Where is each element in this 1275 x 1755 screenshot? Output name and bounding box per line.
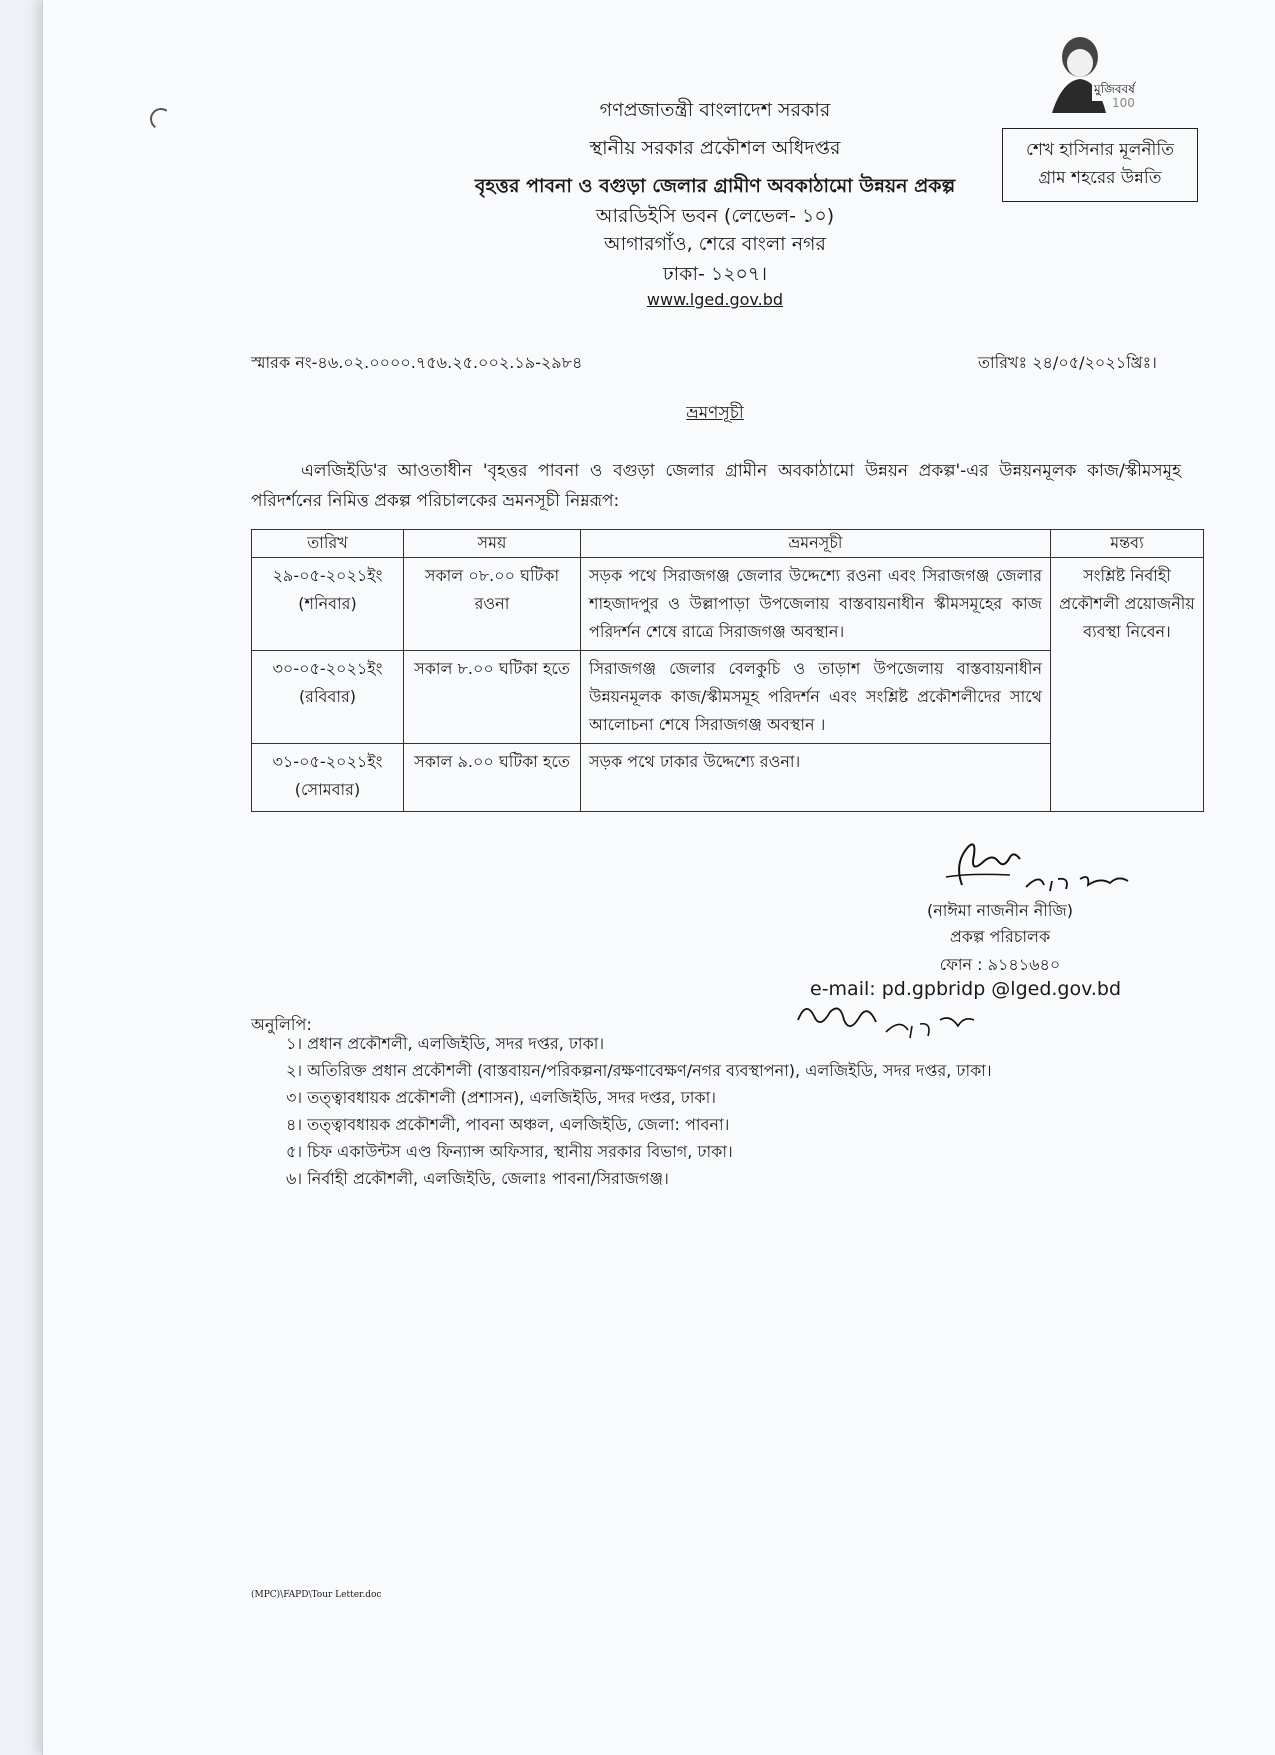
intro-paragraph: এলজিইডি'র আওতাধীন 'বৃহত্তর পাবনা ও বগুড়া জেলার গ্রামীন অবকাঠামো উন্নয়ন প্রকল্প'-এর উন্নয়নমূলক কাজ/স্কীমসমূহ পরিদর্শনের নিমিত্ত প্রকল্প পরিচালকের ভ্রমনসূচী নিম্নরূপ: bbox=[251, 461, 1181, 511]
table-header-row bbox=[252, 530, 1204, 558]
row-date-cell bbox=[252, 558, 404, 651]
copies-list bbox=[286, 1030, 992, 1192]
row-day: (রবিবার) bbox=[298, 687, 357, 706]
logo-number: 100 bbox=[1112, 96, 1135, 110]
list-item: ৩। তত্ত্বাবধায়ক প্রকৌশলী (প্রশাসন), এলজিইডি, সদর দপ্তর, ঢাকা। bbox=[286, 1088, 716, 1107]
header-building: আরডিইসি ভবন (লেভেল- ১০) bbox=[595, 205, 835, 227]
header-area: আগারগাঁও, শেরে বাংলা নগর bbox=[604, 233, 826, 255]
signatory-email: e-mail: pd.gpbridp @lged.gov.bd bbox=[810, 978, 1122, 1000]
list-item: ৫। চিফ একাউন্টস এণ্ড ফিন্যান্স অফিসার, স্থানীয় সরকার বিভাগ, ঢাকা। bbox=[286, 1142, 733, 1161]
motto-line-1: শেখ হাসিনার মূলনীতি bbox=[1025, 140, 1175, 160]
row-time: সকাল ৮.০০ ঘটিকা হতে bbox=[404, 651, 581, 744]
col-time: সময় bbox=[404, 530, 581, 558]
signature-mark bbox=[940, 833, 1140, 898]
memo-number: স্মারক নং-৪৬.০২.০০০০.৭৫৬.২৫.০০২.১৯-২৯৮৪ bbox=[251, 353, 583, 372]
row-time: সকাল ০৮.০০ ঘটিকা রওনা bbox=[404, 558, 581, 651]
row-day: (শনিবার) bbox=[298, 594, 357, 613]
subject-title: ভ্রমণসূচী bbox=[686, 403, 744, 423]
row-date-cell bbox=[252, 744, 404, 812]
signatory-name: (নাঈমা নাজনীন নীজি) bbox=[926, 901, 1074, 920]
website-link[interactable]: www.lged.gov.bd bbox=[646, 290, 784, 309]
memo-date: তারিখঃ ২৪/০৫/২০২১খ্রিঃ। bbox=[978, 353, 1157, 372]
logo-text: মুজিববর্ষ bbox=[1094, 82, 1135, 96]
col-remarks: মন্তব্য bbox=[1051, 530, 1204, 558]
row-day: (সোমবার) bbox=[294, 780, 361, 799]
schedule-table bbox=[251, 529, 1204, 812]
row-schedule: সিরাজগঞ্জ জেলার বেলকুচি ও তাড়াশ উপজেলায় বাস্তবায়নাধীন উন্নয়নমূলক কাজ/স্কীমসমূহ পরিদর্শন এবং সংশ্লিষ্ট প্রকৌশলীদের সাথে আলোচনা শেষে সিরাজগঞ্জ অবস্থান । bbox=[581, 651, 1051, 744]
header-project: বৃহত্তর পাবনা ও বগুড়া জেলার গ্রামীণ অবকাঠামো উন্নয়ন প্রকল্প bbox=[474, 175, 956, 197]
signatory-designation: প্রকল্প পরিচালক bbox=[949, 927, 1051, 946]
motto-line-2: গ্রাম শহরের উন্নতি bbox=[1038, 168, 1162, 188]
table-row bbox=[252, 558, 1204, 651]
file-path-note: (MPC)\FAPD\Tour Letter.doc bbox=[251, 1590, 382, 1600]
col-schedule: ভ্রমনসূচী bbox=[581, 530, 1051, 558]
row-date: ৩০-০৫-২০২১ইং bbox=[272, 659, 383, 678]
copies-label: অনুলিপি: bbox=[251, 1015, 312, 1034]
header-city: ঢাকা- ১২০৭। bbox=[662, 263, 768, 285]
list-item: ৪। তত্ত্বাবধায়ক প্রকৌশলী, পাবনা অঞ্চল, এলজিইডি, জেলা: পাবনা। bbox=[286, 1115, 730, 1134]
list-item: ১। প্রধান প্রকৌশলী, এলজিইডি, সদর দপ্তর, ঢাকা। bbox=[286, 1034, 605, 1053]
list-item: ৬। নির্বাহী প্রকৌশলী, এলজিইডি, জেলাঃ পাবনা/সিরাজগঞ্জ। bbox=[286, 1169, 669, 1188]
row-date-cell bbox=[252, 651, 404, 744]
header-government: গণপ্রজাতন্ত্রী বাংলাদেশ সরকার bbox=[599, 99, 831, 121]
signatory-phone: ফোন : ৯১৪১৬৪০ bbox=[939, 955, 1061, 974]
col-date: তারিখ bbox=[252, 530, 404, 558]
row-date: ২৯-০৫-২০২১ইং bbox=[272, 566, 383, 585]
row-time: সকাল ৯.০০ ঘটিকা হতে bbox=[404, 744, 581, 812]
row-schedule: সড়ক পথে সিরাজগঞ্জ জেলার উদ্দেশ্যে রওনা এবং সিরাজগঞ্জ জেলার শাহজাদপুর ও উল্লাপাড়া উপজেলায় বাস্তবায়নাধীন স্কীমসমূহের কাজ পরিদর্শন শেষে রাত্রে সিরাজগঞ্জ অবস্থান। bbox=[581, 558, 1051, 651]
header-department: স্থানীয় সরকার প্রকৌশল অধিদপ্তর bbox=[589, 137, 841, 159]
row-date: ৩১-০৫-২০২১ইং bbox=[272, 752, 383, 771]
list-item: ২। অতিরিক্ত প্রধান প্রকৌশলী (বাস্তবায়ন/পরিকল্পনা/রক্ষণাবেক্ষণ/নগর ব্যবস্থাপনা), এলজিইডি, সদর দপ্তর, ঢাকা। bbox=[286, 1061, 992, 1080]
remark-cell: সংশ্লিষ্ট নির্বাহী প্রকৌশলী প্রয়োজনীয় ব্যবস্থা নিবেন। bbox=[1051, 558, 1204, 812]
row-schedule: সড়ক পথে ঢাকার উদ্দেশ্যে রওনা। bbox=[581, 744, 1051, 812]
